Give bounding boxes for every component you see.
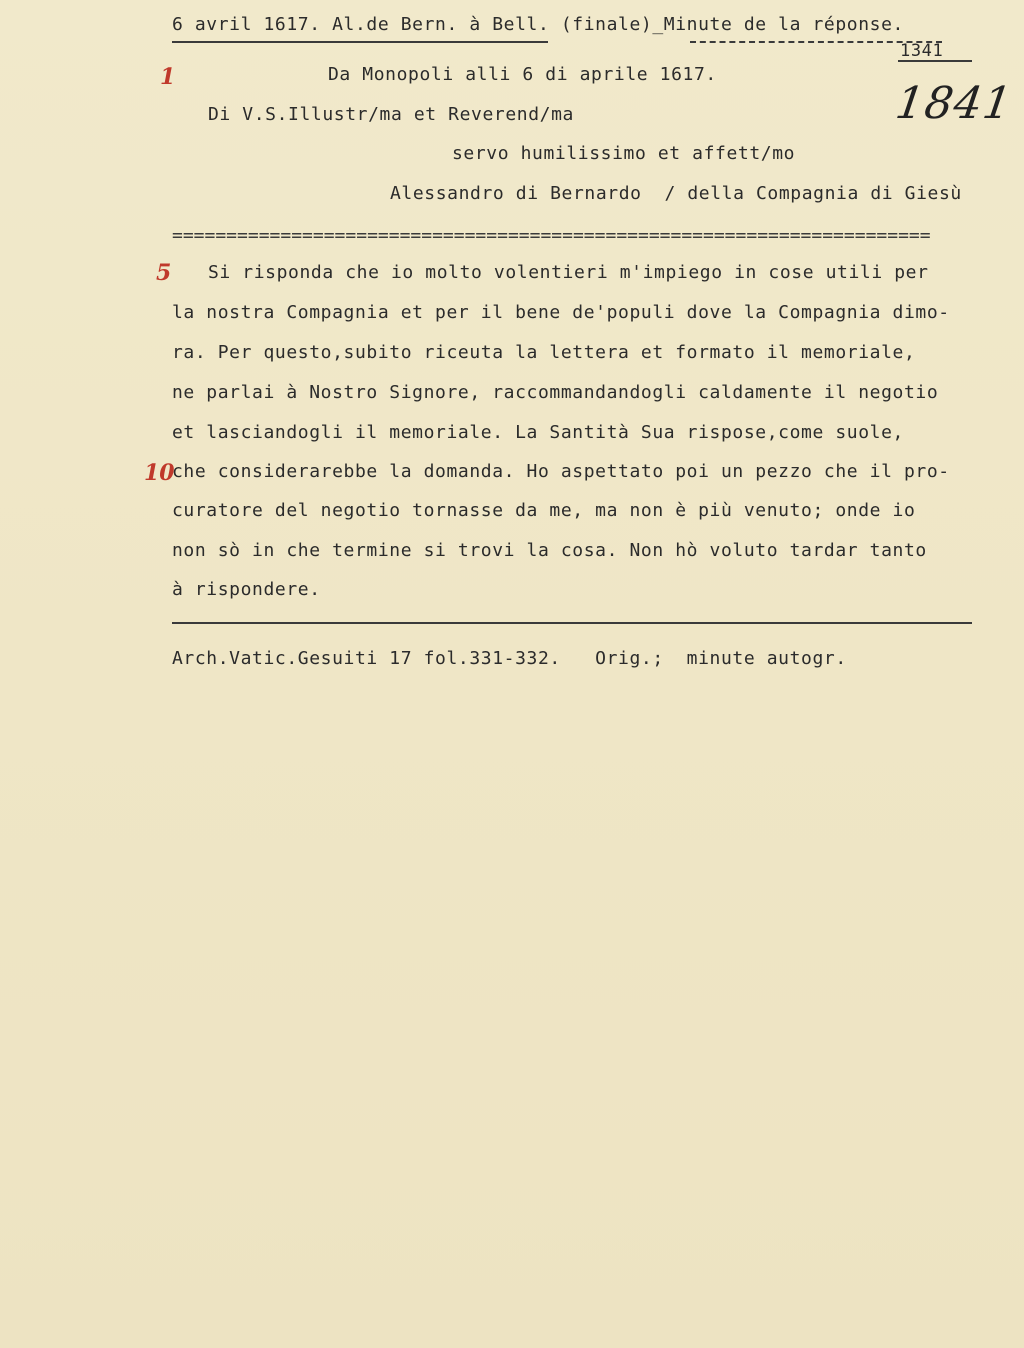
reference-code-underline (898, 60, 972, 62)
reply-line-1: Si risponda che io molto volentieri m'impiego in cose utili per (208, 262, 929, 283)
reply-line-8: non sò in che termine si trovi la cosa. Non hò voluto tardar tanto (172, 540, 927, 561)
reply-line-9: à rispondere. (172, 579, 321, 600)
bottom-rule (172, 622, 972, 624)
reply-line-6: che considerarebbe la domanda. Ho aspettato poi un pezzo che il pro- (172, 461, 950, 482)
margin-line-number-5: 5 (156, 260, 172, 286)
reply-line-4: ne parlai à Nostro Signore, raccommandandogli caldamente il negotio (172, 382, 939, 403)
header-underline-solid (172, 41, 548, 43)
letter-signature: Alessandro di Bernardo / della Compagnia di Giesù (390, 183, 962, 204)
separator-line: ====================================================================== (172, 225, 931, 246)
margin-line-number-10: 10 (144, 460, 175, 486)
reply-line-2: la nostra Compagnia et per il bene de'populi dove la Compagnia dimo- (172, 302, 950, 323)
archive-footnote: Arch.Vatic.Gesuiti 17 fol.331-332. Orig.; minute autogr. (172, 648, 847, 669)
letter-closing: servo humilissimo et affett/mo (452, 143, 796, 164)
letter-salutation: Di V.S.Illustr/ma et Reverend/ma (208, 104, 574, 125)
document-header: 6 avril 1617. Al.de Bern. à Bell. (finale)_Minute de la réponse. (172, 14, 904, 35)
reply-line-3: ra. Per questo,subito riceuta la lettera et formato il memoriale, (172, 342, 916, 363)
reply-line-7: curatore del negotio tornasse da me, ma non è più venuto; onde io (172, 500, 916, 521)
handwritten-folio-number: 1841 (892, 78, 1016, 129)
letter-place-date: Da Monopoli alli 6 di aprile 1617. (328, 64, 717, 85)
reply-line-5: et lasciandogli il memoriale. La Santità Sua rispose,come suole, (172, 422, 904, 443)
reference-code: 1341 (900, 41, 944, 61)
margin-line-number-1: 1 (160, 64, 176, 90)
